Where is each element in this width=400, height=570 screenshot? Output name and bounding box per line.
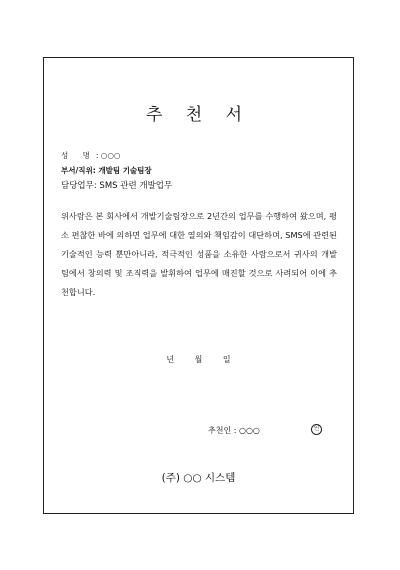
document-frame xyxy=(43,57,354,514)
seal-icon: 인 xyxy=(311,424,322,435)
department-label: 부서/직위 xyxy=(61,166,93,175)
duty-field xyxy=(61,179,172,191)
duty-value: : SMS 관련 개발업무 xyxy=(93,181,173,191)
name-field xyxy=(61,150,120,161)
recommendation-body: 위사람은 본 회사에서 개발기술팀장으로 2년간의 업무를 수행하여 왔으며, 평소 편찮한 바에 의하면 업무에 대한 열의와 책임감이 대단하며, SMS에 관련된 기술적인 능력 뿐만아니라, 적극적인 성품을 소유한 사람으로서 귀사의 개발팀에서 창의력 및 조직력을 발휘하여 업무에 매진할 것으로 사려되어 이에 추천합니다. xyxy=(61,211,337,297)
company-name: (주) ○○ 시스템 xyxy=(161,472,236,484)
date-day: 일 xyxy=(222,355,231,364)
department-value: : 개발팀 기술팀장 xyxy=(92,166,152,175)
department-field xyxy=(61,165,152,176)
recommender-line: 추천인 : ○○○ xyxy=(208,426,260,435)
name-value: : ○○○ xyxy=(95,151,121,160)
date-line xyxy=(44,354,353,365)
duty-label: 담당업무 xyxy=(61,181,94,191)
document-title: 추 천 서 xyxy=(145,105,252,125)
date-month: 월 xyxy=(194,355,203,364)
name-label: 성 명 xyxy=(61,151,96,160)
date-year: 년 xyxy=(166,355,175,364)
